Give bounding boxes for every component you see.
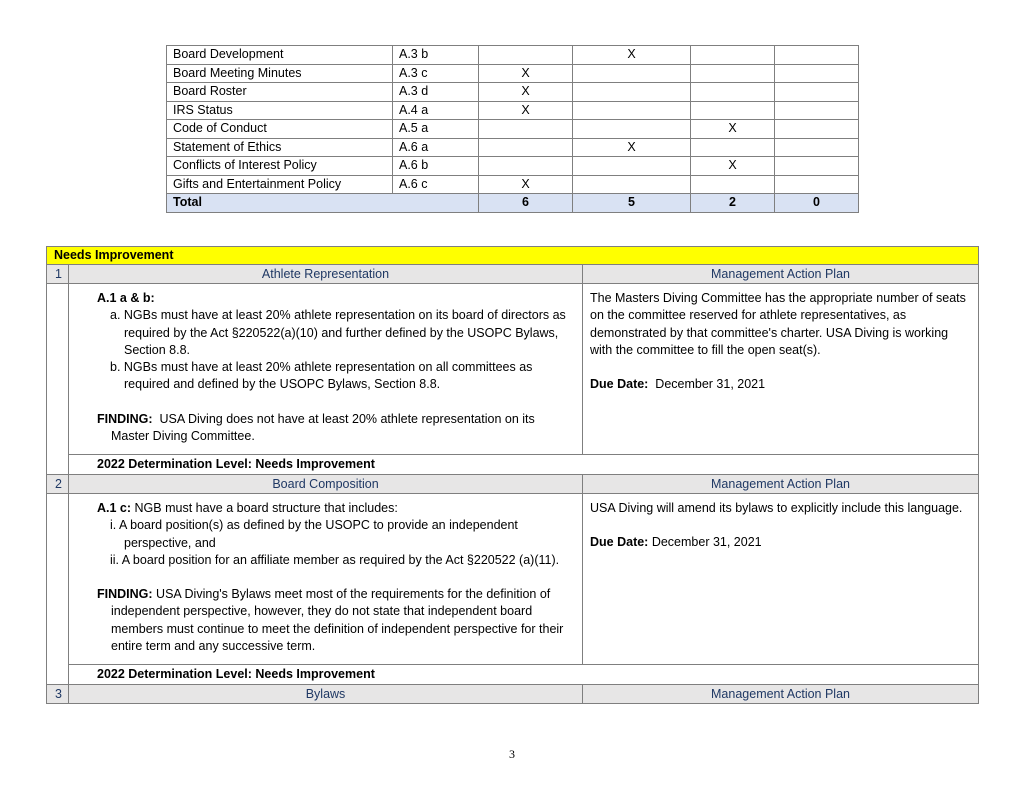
status-mark: X <box>573 46 691 65</box>
item-reference: A.3 c <box>393 64 479 83</box>
determination-level: 2022 Determination Level: Needs Improvement <box>69 455 979 475</box>
item-name: Statement of Ethics <box>167 138 393 157</box>
requirement-cell <box>69 284 583 455</box>
due-date-line <box>590 534 970 551</box>
requirement-title: A.1 a & b: <box>97 291 155 305</box>
summary-row <box>167 175 859 194</box>
requirement-title: A.1 c: <box>97 501 132 515</box>
item-name: Board Roster <box>167 83 393 102</box>
status-mark <box>775 138 859 157</box>
summary-row <box>167 101 859 120</box>
finding-label: FINDING: <box>97 587 153 602</box>
summary-row <box>167 157 859 176</box>
status-mark: X <box>479 64 573 83</box>
status-mark <box>573 175 691 194</box>
item-name: Gifts and Entertainment Policy <box>167 175 393 194</box>
section-number: 3 <box>47 685 69 704</box>
section-title: Board Composition <box>69 475 583 494</box>
status-mark <box>691 64 775 83</box>
due-date-value: December 31, 2021 <box>655 377 766 392</box>
item-reference: A.6 a <box>393 138 479 157</box>
requirement-item: i. A board position(s) as defined by the USOPC to provide an independent perspective, and <box>110 518 518 550</box>
status-mark <box>775 46 859 65</box>
requirement-item: ii. A board position for an affiliate member as required by the Act §220522 (a)(11). <box>110 552 560 567</box>
item-name: Board Meeting Minutes <box>167 64 393 83</box>
item-name: Code of Conduct <box>167 120 393 139</box>
determination-row <box>47 665 979 685</box>
section-number: 1 <box>47 265 69 284</box>
status-mark <box>691 46 775 65</box>
plan-header: Management Action Plan <box>583 265 979 284</box>
section-header-row <box>47 265 979 284</box>
due-date-value: December 31, 2021 <box>651 535 762 550</box>
section-title: Bylaws <box>69 685 583 704</box>
due-date-line <box>590 376 970 393</box>
status-mark: X <box>479 175 573 194</box>
status-mark: X <box>479 83 573 102</box>
status-mark <box>573 64 691 83</box>
status-mark <box>775 83 859 102</box>
summary-row <box>167 83 859 102</box>
status-mark <box>775 64 859 83</box>
requirement-cell <box>69 494 583 665</box>
page-number: 3 <box>509 747 515 761</box>
action-plan-text: USA Diving will amend its bylaws to explicitly include this language. <box>590 501 963 515</box>
item-reference: A.6 c <box>393 175 479 194</box>
status-mark <box>573 83 691 102</box>
status-mark <box>573 157 691 176</box>
status-mark: X <box>573 138 691 157</box>
blank-cell <box>47 284 69 455</box>
item-reference: A.3 b <box>393 46 479 65</box>
total-count: 5 <box>573 194 691 213</box>
status-mark <box>775 120 859 139</box>
due-date-label: Due Date: <box>590 377 649 392</box>
finding-paragraph <box>97 586 574 655</box>
section-content-row <box>47 284 979 455</box>
item-name: Conflicts of Interest Policy <box>167 157 393 176</box>
total-count: 6 <box>479 194 573 213</box>
plan-header: Management Action Plan <box>583 475 979 494</box>
finding-text: USA Diving does not have at least 20% athlete representation on its Master Diving Committee. <box>111 411 535 444</box>
summary-row <box>167 64 859 83</box>
status-mark <box>691 138 775 157</box>
blank-cell <box>47 455 69 475</box>
section-content-row <box>47 494 979 665</box>
status-mark <box>479 157 573 176</box>
summary-row <box>167 46 859 65</box>
status-mark <box>691 175 775 194</box>
status-mark <box>775 157 859 176</box>
summary-row <box>167 138 859 157</box>
status-mark <box>479 120 573 139</box>
due-date-label: Due Date: <box>590 535 649 550</box>
status-mark <box>691 101 775 120</box>
determination-level: 2022 Determination Level: Needs Improvement <box>69 665 979 685</box>
requirement-item: a. NGBs must have at least 20% athlete representation on its board of directors as required by the Act §220522(a)(10) and further defined by the USOPC Bylaws, Section 8.8. <box>110 308 566 357</box>
finding-label: FINDING: <box>97 411 153 426</box>
total-label: Total <box>167 194 479 213</box>
summary-total-row <box>167 194 859 213</box>
total-count: 0 <box>775 194 859 213</box>
summary-row <box>167 120 859 139</box>
needs-improvement-banner: Needs Improvement <box>47 247 979 265</box>
action-plan-cell <box>583 494 979 665</box>
action-plan-cell <box>583 284 979 455</box>
item-reference: A.4 a <box>393 101 479 120</box>
finding-paragraph <box>97 411 574 446</box>
status-mark <box>479 138 573 157</box>
status-mark <box>573 101 691 120</box>
total-count: 2 <box>691 194 775 213</box>
findings-table <box>46 246 979 704</box>
section-header-row <box>47 475 979 494</box>
status-mark <box>691 83 775 102</box>
requirement-intro: NGB must have a board structure that includes: <box>134 501 398 515</box>
requirement-item: b. NGBs must have at least 20% athlete representation on all committees as required and defined by the USOPC Bylaws, Section 8.8. <box>110 360 533 392</box>
section-header-row <box>47 685 979 704</box>
item-name: Board Development <box>167 46 393 65</box>
section-title: Athlete Representation <box>69 265 583 284</box>
item-reference: A.6 b <box>393 157 479 176</box>
summary-table-body <box>167 46 859 213</box>
status-mark: X <box>479 101 573 120</box>
determination-row <box>47 455 979 475</box>
status-mark: X <box>691 157 775 176</box>
summary-table <box>166 45 859 213</box>
status-mark <box>775 175 859 194</box>
blank-cell <box>47 494 69 665</box>
plan-header: Management Action Plan <box>583 685 979 704</box>
blank-cell <box>47 665 69 685</box>
status-mark <box>775 101 859 120</box>
finding-text: USA Diving's Bylaws meet most of the requirements for the definition of independent perspective, however, they do not state that independent board members must continue to meet the definition of independent perspective for their entire term and any successive term. <box>111 587 564 654</box>
action-plan-text: The Masters Diving Committee has the appropriate number of seats on the committee reserved for athlete representatives, as demonstrated by that committee's charter. USA Diving is working with the committee to fill the open seat(s). <box>590 291 966 357</box>
status-mark <box>573 120 691 139</box>
status-mark: X <box>691 120 775 139</box>
section-number: 2 <box>47 475 69 494</box>
status-mark <box>479 46 573 65</box>
item-reference: A.3 d <box>393 83 479 102</box>
item-name: IRS Status <box>167 101 393 120</box>
item-reference: A.5 a <box>393 120 479 139</box>
